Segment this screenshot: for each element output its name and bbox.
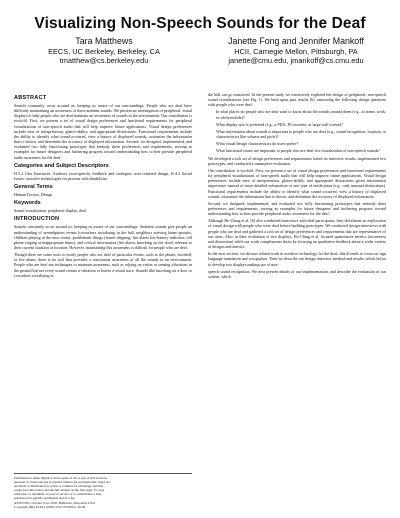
design-question: What display size is preferred (e.g., a PDA, PC monitor, or large wall screen)? (216, 121, 343, 127)
author-affiliation: HCII, Carnegie Mellon, Pittsburgh, PA (234, 46, 358, 56)
introduction-paragraph: Though there are some tools to notify people who are deaf of particular events, such as the phone, doorbell, or fire alarm, there is no tool that provides a continuous awareness of all the sounds in an environment. People who are deaf use techniques to maintain awareness, such as relying on vision or sensing vibrations in the ground but not every sound creates a vibration or leaves a visual trace. Sounds like knocking on a door or coworkers socializing in (14, 252, 192, 278)
permission-footnote (14, 473, 192, 509)
author-block-1 (14, 36, 194, 65)
general-terms-text: Human Factors, Design (14, 192, 53, 198)
introduction-heading: INTRODUCTION (14, 216, 60, 223)
footnote-line: Permission to make digital or hard copies of all or part of this work for (14, 476, 108, 480)
general-terms-heading: General Terms (14, 184, 53, 191)
paper-title: Visualizing Non-Speech Sounds for the Deaf (34, 15, 366, 32)
footnote-line: Copyright 2005 ACM 1-59593-159-7/05/0010...$5.00. (14, 504, 86, 509)
footnote-line: requires prior specific permission and/or a fee. (14, 496, 76, 501)
body-paragraph: In the next section, we discuss related work in assistive technology for the deaf, which tends to focus on sign language translation and recognition. Then we describe our design interview method and results, which led us to develop two displays making use of non- (208, 251, 386, 267)
design-question: What functional issues are important to people who are deaf in a visualization of non-speech sounds? (216, 148, 380, 154)
footnote-line: not made or distributed for profit or commercial advantage and that (14, 484, 103, 489)
footnote-line: personal or classroom use is granted without fee provided that copies are (14, 480, 111, 485)
footnote-line: otherwise, to republish, to post on servers or to redistribute to lists, (14, 492, 103, 497)
introduction-paragraph: Sounds constantly occur around us, keeping us aware of our surroundings. Ambient sounds give people an understanding of serendipitous events (coworkers socializing in the hall, neighbors arriving home upstairs, children playing in the next room), problematic things (faucet dripping, fire alarm low-battery indicator, cell phone ringing at inappropriate times), and critical information (fire alarm, knocking on the door) relevant to their current situation or location. However, maintaining this awareness is difficult for people who are deaf. (14, 224, 192, 250)
keywords-text: Sound visualization, peripheral display, deaf (14, 208, 86, 214)
author-block-2 (206, 36, 386, 65)
categories-text: H.5.2 User Interfaces: Auditory (non-speech) feedback and strategies; user-centered design, K.4.2 Social Issues: assistive technologies for persons with disabilities (14, 170, 192, 181)
footnote-line: copies bear this notice and the full citation on the first page. To copy (14, 488, 105, 493)
abstract-text: Sounds constantly occur around us, keeping us aware of our surroundings. People who are deaf have difficulty maintaining an awareness of these ambient sounds. We present an investigation of peripheral, visual displays to help people who are deaf maintain an awareness of sounds in the environment. Our contribution is twofold. First, we present a set of visual design preferences and functional requirements for peripheral visualizations of non-speech audio that will help improve future applications. Visual design preferences include ease of interpretation, glance-ability, and appropriate distractions. Functional requirements include the ability to identify what sound occurred, view a history of displayed sounds, customize the information that is shown, and determine the accuracy of displayed information. Second, we designed, implemented, and evaluated two fully functioning prototypes that embody these preferences and requirements, serving as examples for future designers and furthering progress toward understanding how to best provide peripheral audio awareness for the deaf. (14, 103, 192, 160)
body-paragraph: speech sound recognition. We next present details of our implementation, and describe the evaluation of our system, which (208, 268, 386, 279)
author-email: tmatthew@cs.berkeley.edu (59, 55, 149, 65)
keywords-heading: Keywords (14, 200, 41, 207)
left-column (14, 92, 192, 280)
abstract-heading: ABSTRACT (14, 95, 47, 101)
design-question: In what places do people who are deaf want to know about the sounds around them (e.g., at home, work, or while mobile)? (216, 109, 386, 120)
author-name: Janette Fong and Jennifer Mankoff (228, 36, 364, 46)
design-question: What visual design characteristics do users prefer? (216, 141, 299, 147)
author-name: Tara Matthews (75, 36, 133, 46)
right-column (208, 92, 386, 281)
design-question: What information about sounds is important to people who are deaf (e.g., sound recognition, location, or characteristics like volume and pitch)? (216, 128, 386, 140)
body-paragraph: We developed a rich set of design preferences and requirements based on interview results, implemented two prototypes, and conducted a summative evaluation. (208, 155, 386, 166)
body-paragraph: the hall can go unnoticed. In the present study we extensively explored the design of peripheral, non-speech sound visualizations (see Fig. 1). We built upon past results [6], answering the following design questions with people who were deaf: (208, 92, 386, 108)
body-paragraph: Although Ho-Ching et al. [6] also conducted interviews with deaf participants, they did almost no exploration of visual design with people who were deaf before building prototypes. We conducted design interviews with people who are deaf and gathered a rich set of design preferences and requirements that are representative of our users. Also, in their evaluation of two displays, Ho-Ching et al. focused quantitative metrics (awareness and distraction) while our work complements theirs by focusing on qualitative feedback about a wider variety of designs and metrics. (208, 218, 386, 250)
author-email: janette@cmu.edu, jmankoff@cs.cmu.edu (228, 55, 364, 65)
body-paragraph: Second, we designed, implemented, and evaluated two fully functioning prototypes that embody these preferences and requirements, serving as examples for future designers and furthering progress toward understanding how to best provide peripheral audio awareness for the deaf. (208, 200, 386, 217)
author-affiliation: EECS, UC Berkeley, Berkeley, CA (48, 46, 160, 56)
body-paragraph: Our contribution is twofold. First, we present a set of visual design preferences and functional requirements for peripheral visualizations of non-speech audio that will help improve future applications. Visual design preferences include ease of interpretation, glance-ability, and appropriate distractions given information importance instead of more detailed information or one type of notification (e.g., only unusual distractions). Functional requirements include the ability to identify what sound occurred, view a history of displayed sounds, customize the information that is shown, and determine the accuracy of displayed information. (208, 167, 386, 199)
footnote-line: ASSETS'05, October 9-12, 2005, Baltimore, Maryland, USA. (14, 500, 96, 505)
categories-heading: Categories and Subject Descriptors (14, 162, 109, 169)
